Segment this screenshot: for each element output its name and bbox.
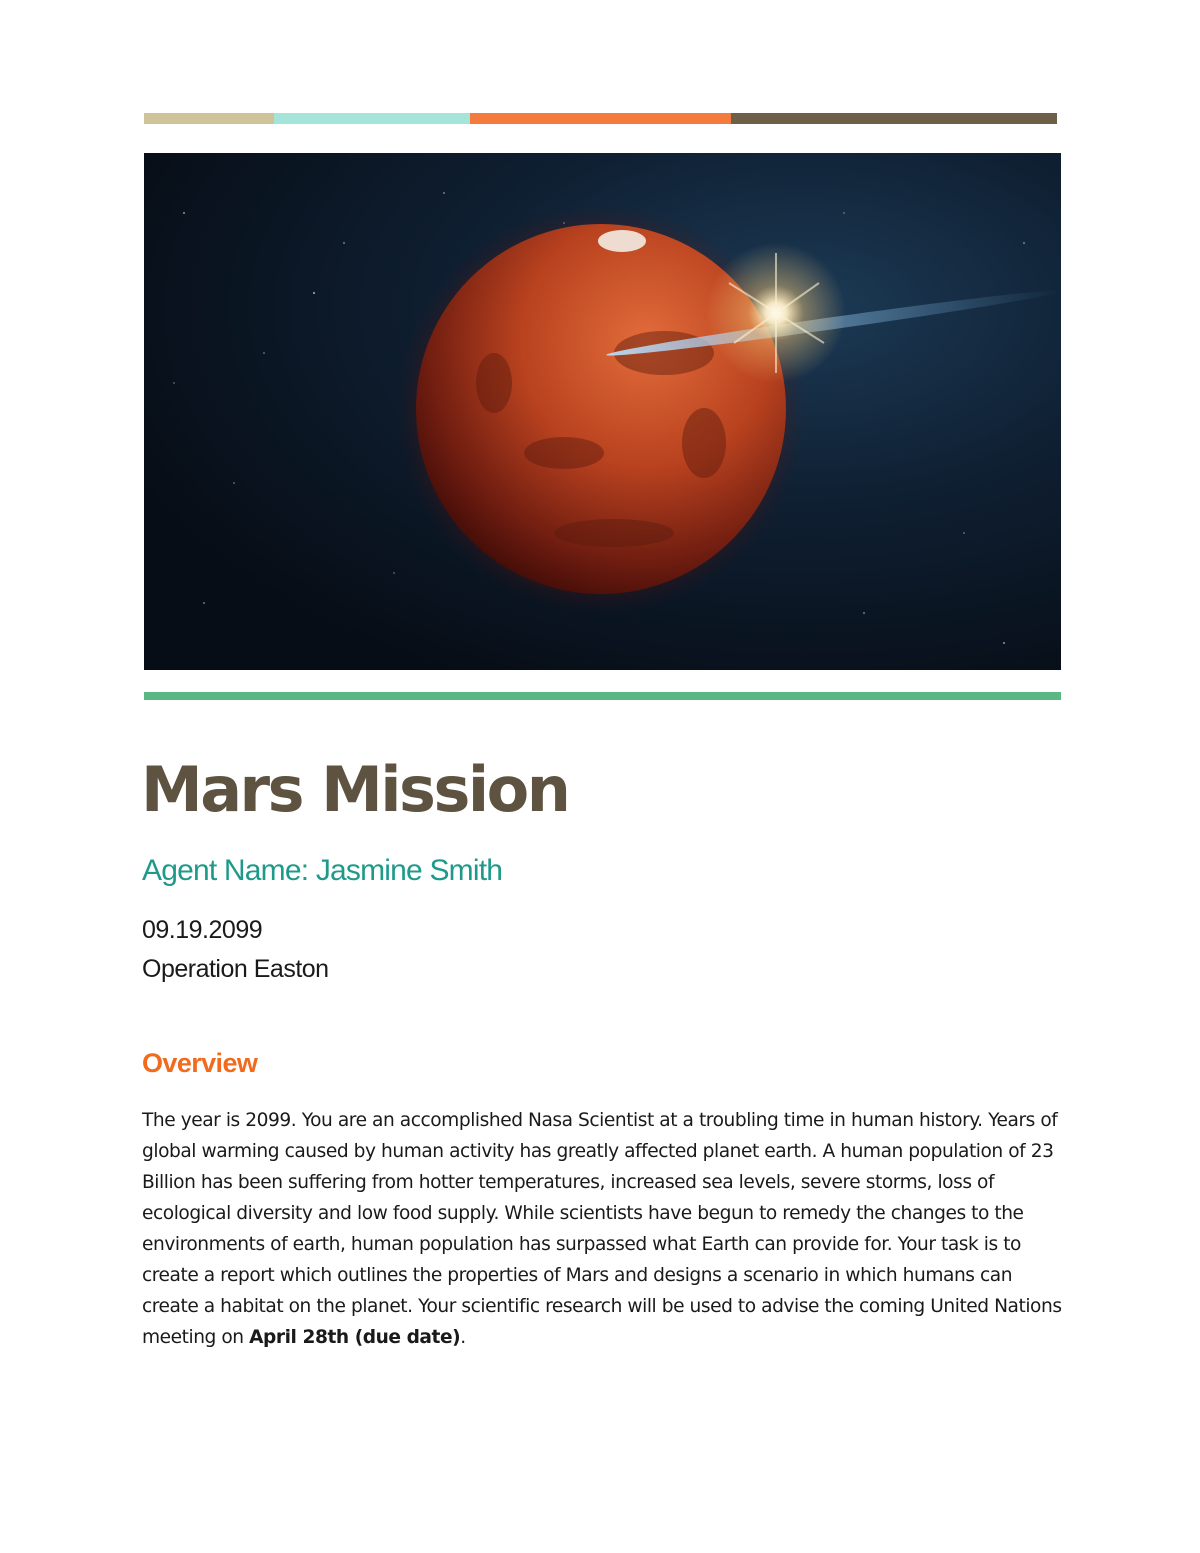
page-title: Mars Mission — [141, 753, 569, 826]
mission-date: 09.19.2099 — [142, 916, 263, 944]
due-date: April 28th (due date) — [249, 1327, 461, 1348]
color-bar-orange — [470, 113, 731, 124]
color-bar-brown — [731, 113, 1057, 124]
overview-text: The year is 2099. You are an accomplished Nasa Scientist at a troubling time in human history. Years of global warming caused by human activity has greatly affected planet earth. A human population of 23 Billion has been suffering from hotter temperatures, increased sea levels, severe storms, loss of ecological diversity and low food supply. While scientists have begun to remedy the changes to the environments of earth, human population has surpassed what Earth can provide for. Your task is to create a report which outlines the properties of Mars and designs a scenario in which humans can create a habitat on the planet. Your scientific research will be used to advise the coming United Nations meeting on — [142, 1110, 1062, 1348]
agent-name: Agent Name: Jasmine Smith — [142, 854, 503, 887]
overview-end-punct: . — [460, 1327, 466, 1348]
overview-heading: Overview — [142, 1048, 258, 1078]
green-divider-rule — [144, 692, 1061, 700]
color-bar-aqua — [274, 113, 470, 124]
decorative-color-bar — [144, 113, 1057, 124]
overview-paragraph — [142, 1105, 1072, 1353]
mars-hero-image — [144, 153, 1061, 670]
color-bar-tan — [144, 113, 274, 124]
operation-name: Operation Easton — [142, 955, 329, 983]
mars-planet-image — [144, 153, 1061, 670]
